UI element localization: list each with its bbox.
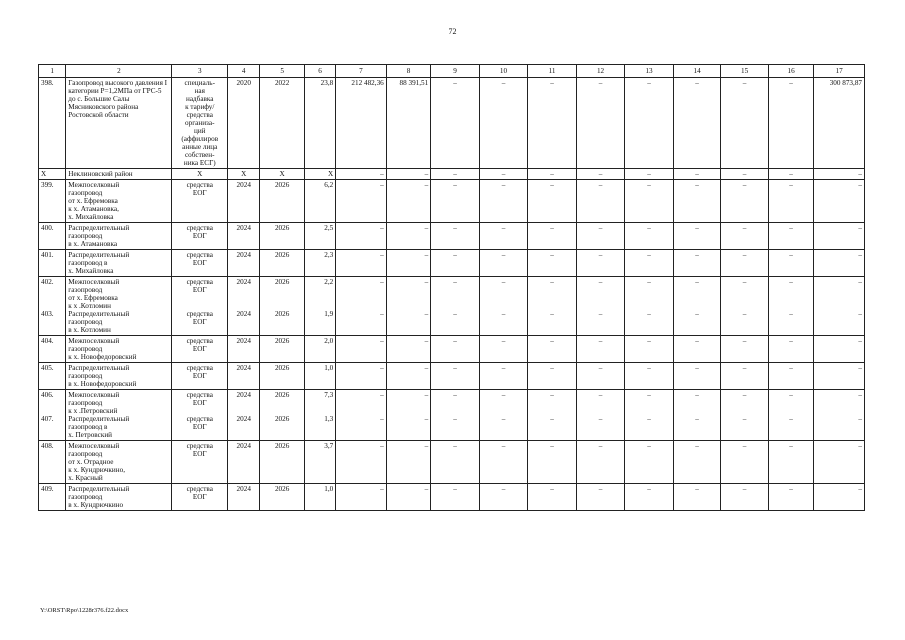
value-col10: – (479, 250, 528, 277)
column-header: 9 (431, 65, 480, 78)
value-col12: – (576, 223, 625, 250)
value-col9: – – (431, 390, 480, 441)
start-year: 2024 (228, 441, 260, 484)
value-col8: – (386, 336, 430, 363)
value-col9: – – (431, 277, 480, 336)
value-col8: – (386, 223, 430, 250)
column-header: 14 (673, 65, 721, 78)
start-year: 2024 (228, 223, 260, 250)
column-header: 16 (768, 65, 813, 78)
funding-source: средства ЕОГ (172, 441, 228, 484)
value-col11: – (528, 78, 577, 169)
value-col10: – (479, 441, 528, 484)
table-row (39, 223, 865, 250)
row-number: 400. (39, 223, 66, 250)
value-col13: – – (625, 390, 674, 441)
object-name: Межпоселковый газопровод к х .Петровский Распределительный газопровод в х. Петровский (66, 390, 172, 441)
funding-source: средства ЕОГ (172, 336, 228, 363)
value-col8: – (386, 180, 430, 223)
table-row (39, 390, 865, 441)
object-name: Распределительный газопровод в х. Михайловка (66, 250, 172, 277)
value-col11: – (528, 484, 577, 511)
value-col9: – (431, 441, 480, 484)
value-col12: – (576, 336, 625, 363)
value-col17: – (814, 169, 865, 180)
column-header: 3 (172, 65, 228, 78)
column-header: 15 (721, 65, 769, 78)
value-col10: – (479, 169, 528, 180)
value-col8: – – (386, 390, 430, 441)
value-col9: – (431, 250, 480, 277)
table-row (39, 180, 865, 223)
value-col10: – – (479, 390, 528, 441)
end-year: 2026 (260, 484, 304, 511)
value-col8: – (386, 441, 430, 484)
object-name: Межпоселковый газопровод от х. Отрадное к х. Кундрючкино, х. Красный (66, 441, 172, 484)
value-col7: – (336, 336, 387, 363)
value-col10: – (479, 78, 528, 169)
value-col16: – (768, 484, 813, 511)
length-km: 2,3 (304, 250, 335, 277)
start-year: 2024 (228, 484, 260, 511)
funding-source: средства ЕОГ (172, 180, 228, 223)
value-col15: – (721, 363, 769, 390)
value-col14: – (673, 484, 721, 511)
object-name: Газопровод высокого давления I категории P=1,2МПа от ГРС-5 до с. Большие Салы Мясниковского района Ростовской области (66, 78, 172, 169)
value-col14: – (673, 441, 721, 484)
value-col11: – (528, 223, 577, 250)
start-year: 2024 (228, 363, 260, 390)
value-col11: – (528, 336, 577, 363)
value-col14: – (673, 180, 721, 223)
value-col12: – (576, 180, 625, 223)
value-col7: – (336, 484, 387, 511)
object-name: Распределительный газопровод в х. Кундрючкино (66, 484, 172, 511)
value-col12: – – (576, 277, 625, 336)
row-number: 406. 407. (39, 390, 66, 441)
column-header: 11 (528, 65, 577, 78)
table-row (39, 363, 865, 390)
row-number: 401. (39, 250, 66, 277)
column-header: 4 (228, 65, 260, 78)
value-col17: – (814, 250, 865, 277)
value-col13: – (625, 78, 674, 169)
value-col17: 300 873,87 (814, 78, 865, 169)
page-number: 72 (448, 27, 457, 36)
funding-source: специаль- ная надбавка к тарифу/ средства организа- ций (аффилиров анные лица собствен- ника ЕСГ) (172, 78, 228, 169)
value-col10: – (479, 223, 528, 250)
value-col10: – (479, 363, 528, 390)
value-col14: – (673, 363, 721, 390)
value-col17: – – (814, 277, 865, 336)
end-year: 2026 (260, 250, 304, 277)
value-col11: – (528, 363, 577, 390)
end-year: 2026 (260, 223, 304, 250)
value-col9: – (431, 484, 480, 511)
value-col14: – (673, 169, 721, 180)
value-col11: – – (528, 277, 577, 336)
value-col12: – – (576, 390, 625, 441)
value-col16: – (768, 78, 813, 169)
value-col13: – – (625, 277, 674, 336)
row-number: 409. (39, 484, 66, 511)
value-col15: – (721, 250, 769, 277)
column-header: 1 (39, 65, 66, 78)
value-col16: – (768, 363, 813, 390)
length-km: Х (304, 169, 335, 180)
value-col15: – (721, 78, 769, 169)
value-col16: – – (768, 390, 813, 441)
value-col7: – (336, 363, 387, 390)
funding-source: средства ЕОГ средства ЕОГ (172, 390, 228, 441)
value-col7: – (336, 180, 387, 223)
value-col12: – (576, 484, 625, 511)
value-col8: 88 391,51 (386, 78, 430, 169)
value-col17: – (814, 484, 865, 511)
row-number: 404. (39, 336, 66, 363)
value-col11: – – (528, 390, 577, 441)
row-number: 398. (39, 78, 66, 169)
value-col17: – (814, 223, 865, 250)
value-col8: – (386, 250, 430, 277)
table-header-row (39, 65, 865, 78)
start-year: 2020 (228, 78, 260, 169)
value-col13: – (625, 441, 674, 484)
value-col13: – (625, 250, 674, 277)
value-col8: – (386, 484, 430, 511)
column-header: 13 (625, 65, 674, 78)
column-header: 2 (66, 65, 172, 78)
value-col10: – – (479, 277, 528, 336)
object-name: Неклиновский район (66, 169, 172, 180)
length-km: 2,5 (304, 223, 335, 250)
table-row (39, 277, 865, 336)
value-col17: – (814, 180, 865, 223)
value-col7: – – (336, 277, 387, 336)
end-year: 2026 (260, 441, 304, 484)
length-km: 2,0 (304, 336, 335, 363)
column-header: 17 (814, 65, 865, 78)
start-year: Х (228, 169, 260, 180)
length-km: 3,7 (304, 441, 335, 484)
value-col8: – (386, 169, 430, 180)
value-col16: – (768, 223, 813, 250)
value-col17: – – (814, 390, 865, 441)
table-row (39, 484, 865, 511)
row-number: 402. 403. (39, 277, 66, 336)
value-col7: 212 482,36 (336, 78, 387, 169)
value-col15: – (721, 441, 769, 484)
value-col9: – (431, 180, 480, 223)
column-header: 7 (336, 65, 387, 78)
end-year: 2026 (260, 363, 304, 390)
value-col12: – (576, 169, 625, 180)
investment-table (38, 64, 865, 511)
object-name: Распределительный газопровод в х. Новофедоровский (66, 363, 172, 390)
row-number: 399. (39, 180, 66, 223)
end-year: 2026 2026 (260, 277, 304, 336)
value-col14: – – (673, 277, 721, 336)
funding-source: Х (172, 169, 228, 180)
value-col13: – (625, 169, 674, 180)
object-name: Распределительный газопровод в х. Атамановка (66, 223, 172, 250)
value-col16: – (768, 169, 813, 180)
end-year: 2026 (260, 180, 304, 223)
value-col15: – (721, 169, 769, 180)
end-year: 2026 (260, 336, 304, 363)
value-col17: – (814, 363, 865, 390)
funding-source: средства ЕОГ средства ЕОГ (172, 277, 228, 336)
table-row (39, 336, 865, 363)
column-header: 10 (479, 65, 528, 78)
column-header: 12 (576, 65, 625, 78)
value-col14: – – (673, 390, 721, 441)
length-km: 23,8 (304, 78, 335, 169)
value-col9: – (431, 78, 480, 169)
table-row (39, 78, 865, 169)
funding-source: средства ЕОГ (172, 250, 228, 277)
value-col11: – (528, 250, 577, 277)
value-col16: – (768, 336, 813, 363)
length-km: 2,2 1,9 (304, 277, 335, 336)
value-col13: – (625, 484, 674, 511)
value-col14: – (673, 78, 721, 169)
end-year: 2022 (260, 78, 304, 169)
value-col12: – (576, 250, 625, 277)
value-col16: – (768, 250, 813, 277)
value-col7: – (336, 169, 387, 180)
start-year: 2024 2024 (228, 277, 260, 336)
value-col11: – (528, 169, 577, 180)
end-year: 2026 2026 (260, 390, 304, 441)
value-col8: – (386, 363, 430, 390)
column-header: 8 (386, 65, 430, 78)
value-col16: – (768, 441, 813, 484)
value-col17: – (814, 441, 865, 484)
value-col15: – (721, 484, 769, 511)
start-year: 2024 (228, 250, 260, 277)
funding-source: средства ЕОГ (172, 363, 228, 390)
end-year: Х (260, 169, 304, 180)
value-col12: – (576, 78, 625, 169)
value-col10: – (479, 180, 528, 223)
value-col17: – (814, 336, 865, 363)
value-col10: – (479, 484, 528, 511)
table-row (39, 441, 865, 484)
object-name: Межпоселковый газопровод от х. Ефремовка к х. Атамановка, х. Михайловка (66, 180, 172, 223)
column-header: 5 (260, 65, 304, 78)
value-col15: – (721, 336, 769, 363)
column-header: 6 (304, 65, 335, 78)
row-number: 405. (39, 363, 66, 390)
value-col13: – (625, 223, 674, 250)
table-row (39, 250, 865, 277)
value-col13: – (625, 363, 674, 390)
value-col12: – (576, 441, 625, 484)
value-col13: – (625, 180, 674, 223)
funding-source: средства ЕОГ (172, 223, 228, 250)
value-col14: – (673, 250, 721, 277)
value-col15: – (721, 223, 769, 250)
value-col10: – (479, 336, 528, 363)
value-col9: – (431, 363, 480, 390)
value-col14: – (673, 223, 721, 250)
value-col12: – (576, 363, 625, 390)
value-col11: – (528, 180, 577, 223)
length-km: 1,0 (304, 484, 335, 511)
start-year: 2024 (228, 180, 260, 223)
length-km: 7,3 1,3 (304, 390, 335, 441)
value-col8: – – (386, 277, 430, 336)
value-col15: – – (721, 390, 769, 441)
footer-file-path: Y:\ORST\Rpo\1228r376.f22.docx (40, 607, 129, 614)
value-col16: – (768, 180, 813, 223)
value-col9: – (431, 336, 480, 363)
value-col11: – (528, 441, 577, 484)
row-number: 408. (39, 441, 66, 484)
value-col7: – – (336, 390, 387, 441)
row-number: Х (39, 169, 66, 180)
length-km: 1,0 (304, 363, 335, 390)
length-km: 6,2 (304, 180, 335, 223)
object-name: Межпоселковый газопровод к х. Новофедоровский (66, 336, 172, 363)
value-col7: – (336, 441, 387, 484)
value-col13: – (625, 336, 674, 363)
table-row (39, 169, 865, 180)
object-name: Межпоселковый газопровод от х. Ефремовка к х .Котломин Распределительный газопровод в х. Котломин (66, 277, 172, 336)
value-col7: – (336, 223, 387, 250)
value-col9: – (431, 169, 480, 180)
start-year: 2024 (228, 336, 260, 363)
value-col9: – (431, 223, 480, 250)
value-col16: – – (768, 277, 813, 336)
value-col7: – (336, 250, 387, 277)
funding-source: средства ЕОГ (172, 484, 228, 511)
value-col14: – (673, 336, 721, 363)
start-year: 2024 2024 (228, 390, 260, 441)
value-col15: – – (721, 277, 769, 336)
value-col15: – (721, 180, 769, 223)
